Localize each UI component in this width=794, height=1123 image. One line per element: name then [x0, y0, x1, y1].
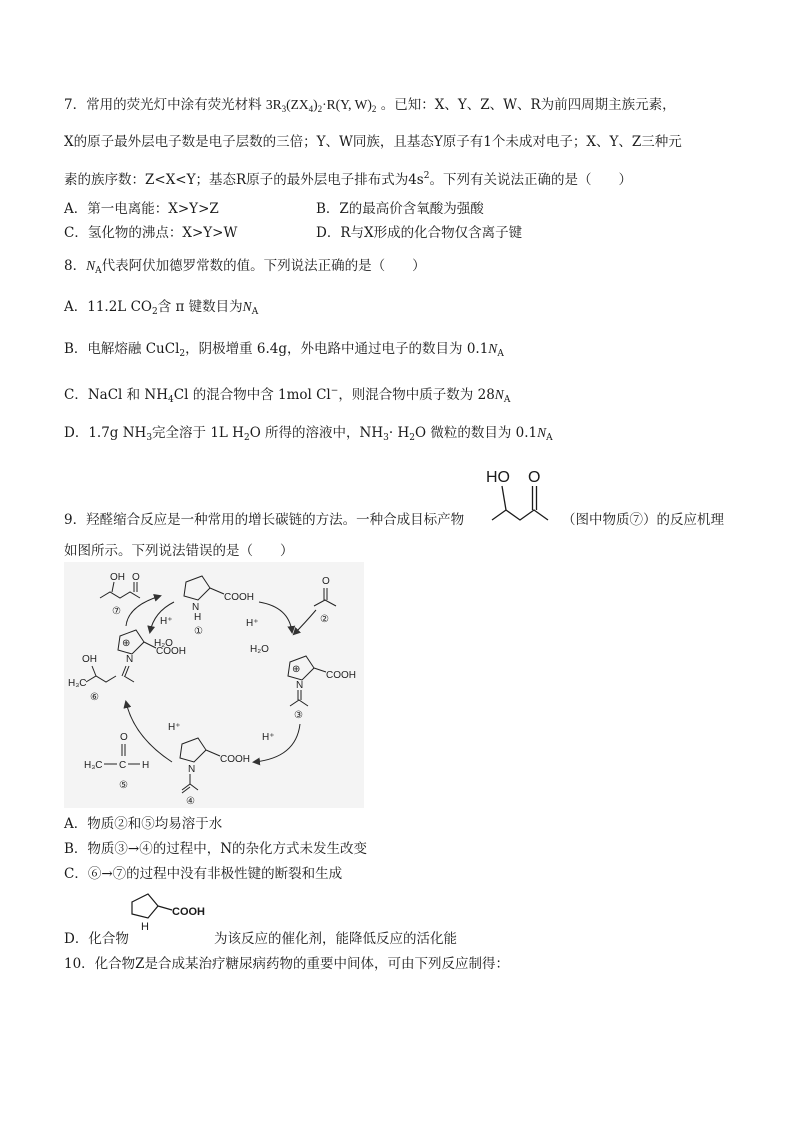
- q7-f-p1: 3R: [265, 97, 282, 112]
- q7-stem-a: 7．常用的荧光灯中涂有荧光材料: [64, 97, 262, 113]
- q8-d9: O 微粒的数目为 0.1: [414, 425, 538, 441]
- q9-product-o: O: [528, 469, 541, 486]
- q8-b2s: 2: [179, 349, 186, 359]
- c5-h3c: H₃C: [84, 760, 103, 771]
- compound-4: [180, 738, 250, 807]
- q8-b-na-n: N: [488, 341, 498, 356]
- q8-c-na-n: N: [494, 387, 504, 402]
- hplus-3: H⁺: [168, 722, 181, 733]
- catalyst-cooh: COOH: [172, 906, 205, 918]
- q8-d-na-sub: A: [546, 433, 553, 443]
- q8-option-c: [64, 382, 510, 409]
- q8-d2s: 3: [146, 433, 153, 443]
- q7-f-p2: (ZX: [286, 97, 309, 112]
- q8-option-b: [64, 340, 504, 363]
- q9-option-c: C．⑥→⑦的过程中没有非极性键的断裂和生成: [64, 866, 343, 882]
- arrow-4-to-6: [126, 702, 172, 762]
- q7-line2: X的原子最外层电子数是电子层数的三倍；Y、W同族，且基态Y原子有1个未成对电子；X、Y、Z三种元: [64, 134, 682, 150]
- q9-catalyst-structure: [124, 888, 216, 940]
- q7-f-p3: ): [313, 97, 318, 112]
- q8-a1: A．11.2L CO: [64, 299, 152, 315]
- q8-d7: · H: [388, 425, 410, 441]
- q8-c5: ，则混合物中质子数为 28: [338, 387, 495, 403]
- compound-5: [84, 732, 149, 791]
- c6-h3c: H₃C: [68, 678, 87, 689]
- q7-line3-b: 。下列有关说法正确的是（ ）: [429, 172, 632, 188]
- label-1: ①: [194, 626, 203, 637]
- c6-plus: ⊕: [122, 638, 131, 649]
- q8-c2s: 4: [168, 395, 174, 405]
- q7-line3: [64, 167, 632, 189]
- c1-cooh: COOH: [224, 592, 254, 603]
- q9-option-d-label: D．化合物: [64, 931, 129, 947]
- q8-b1: B．电解熔融 CuCl: [64, 341, 180, 357]
- q9-option-a: A．物质②和⑤均易溶于水: [64, 816, 223, 832]
- q9-stem-line1-b: （图中物质⑦）的反应机理: [562, 512, 724, 528]
- q7-f-s1: 3: [281, 104, 287, 114]
- q9-product-ho: HO: [486, 469, 510, 486]
- c5-h: H: [142, 760, 150, 771]
- c6-n: N: [126, 654, 134, 665]
- q8-c1: C．NaCl 和 NH: [64, 387, 169, 403]
- h2o-1: H₂O: [250, 644, 269, 655]
- q9-mechanism-diagram: [64, 562, 364, 808]
- catalyst-h: H: [141, 921, 149, 933]
- label-6: ⑥: [90, 692, 99, 703]
- c4-n: N: [188, 764, 196, 775]
- q8-d8s: 2: [409, 433, 415, 443]
- c4-cooh: COOH: [220, 754, 250, 765]
- q7-f-s3: 2: [317, 104, 323, 114]
- q8-d4s: 2: [243, 433, 250, 443]
- q8-na-sub: A: [95, 266, 102, 276]
- c1-h: H: [194, 612, 202, 623]
- hplus-2: H⁺: [262, 732, 275, 743]
- q8-d1: D．1.7g NH: [64, 425, 147, 441]
- q7-option-b: B．Z的最高价含氧酸为强酸: [316, 201, 484, 217]
- q9-product-structure: [480, 462, 560, 534]
- c7-oh: OH: [110, 572, 125, 583]
- q8-c-na-sub: A: [503, 395, 511, 405]
- q8-c3: Cl 的混合物中含 1mol Cl: [173, 387, 331, 403]
- q8-option-d: [64, 424, 553, 447]
- c5-c: C: [119, 760, 127, 771]
- q7-line1: [64, 96, 676, 118]
- q7-stem-b: 。已知：X、Y、Z、W、R为前四周期主族元素，: [380, 97, 676, 113]
- q8-a-na-n: N: [242, 299, 252, 314]
- c1-n: N: [192, 602, 200, 613]
- q8-a3: 含 π 键数目为: [157, 299, 243, 315]
- q7-f-p4: ·R(Y, W): [322, 97, 372, 112]
- q8-d3: 完全溶于 1L H: [152, 425, 244, 441]
- q9-stem-line1-a: 9．羟醛缩合反应是一种常用的增长碳链的方法。一种合成目标产物: [64, 512, 465, 528]
- c3-plus: ⊕: [292, 664, 301, 675]
- arrow-1-to-3: [259, 602, 292, 632]
- q7-option-d: D．R与X形成的化合物仅含离子键: [316, 225, 523, 241]
- q7-formula: [266, 97, 377, 112]
- c6-oh: OH: [82, 654, 97, 665]
- compound-3: [288, 656, 356, 721]
- c2-o: O: [322, 576, 330, 587]
- q7-line3-a: 素的族序数：Z<X<Y；基态R原子的最外层电子排布式为4s: [64, 172, 424, 188]
- q8-d-na-n: N: [537, 425, 547, 440]
- q8-num: 8．: [64, 258, 87, 274]
- c3-n: N: [296, 680, 304, 691]
- q8-stem-text: 代表阿伏加德罗常数的值。下列说法正确的是（ ）: [101, 258, 426, 274]
- label-3: ③: [294, 710, 303, 721]
- q7-option-c: C．氢化物的沸点：X>Y>W: [64, 225, 238, 241]
- q8-b3: ，阴极增重 6.4g，外电路中通过电子的数目为 0.1: [185, 341, 489, 357]
- c7-o: O: [132, 572, 140, 583]
- hplus-1: H⁺: [246, 618, 259, 629]
- q7-option-a: A．第一电离能：X>Y>Z: [64, 201, 219, 217]
- q7-f-s4: 2: [371, 104, 377, 114]
- q8-d5: O 所得的溶液中，NH: [249, 425, 384, 441]
- q8-b-na-sub: A: [497, 349, 504, 359]
- arrow-6-to-7: [126, 596, 160, 626]
- label-2: ②: [320, 614, 329, 625]
- c6-cooh: COOH: [156, 646, 186, 657]
- q8-a-na-sub: A: [251, 307, 259, 317]
- q7-f-s2: 4: [308, 104, 314, 114]
- label-7: ⑦: [112, 606, 121, 617]
- q8-a2s: 2: [151, 307, 158, 317]
- q9-stem-line2: 如图所示。下列说法错误的是（ ）: [64, 543, 294, 559]
- q8-stem: [64, 257, 426, 280]
- c5-o: O: [120, 732, 128, 743]
- compound-2: [314, 576, 336, 625]
- q8-na-n: N: [86, 258, 96, 273]
- q9-option-d-text: 为该反应的催化剂，能降低反应的活化能: [214, 931, 457, 947]
- q8-d6s: 3: [383, 433, 389, 443]
- label-4: ④: [186, 796, 195, 807]
- hplus-4: H⁺: [160, 616, 173, 627]
- h2o-2: H₂O: [154, 638, 173, 649]
- q8-c4sup: −: [330, 386, 339, 396]
- arrow-3-to-4: [254, 724, 300, 762]
- label-5: ⑤: [119, 780, 128, 791]
- q8-option-a: [64, 298, 258, 321]
- c3-cooh: COOH: [326, 670, 356, 681]
- q10-stem: 10．化合物Z是合成某治疗糖尿病药物的重要中间体，可由下列反应制得：: [64, 956, 510, 972]
- q7-line3-sup: 2: [423, 171, 430, 181]
- compound-1: [184, 576, 254, 637]
- q9-option-b: B．物质③→④的过程中，N的杂化方式未发生改变: [64, 841, 368, 857]
